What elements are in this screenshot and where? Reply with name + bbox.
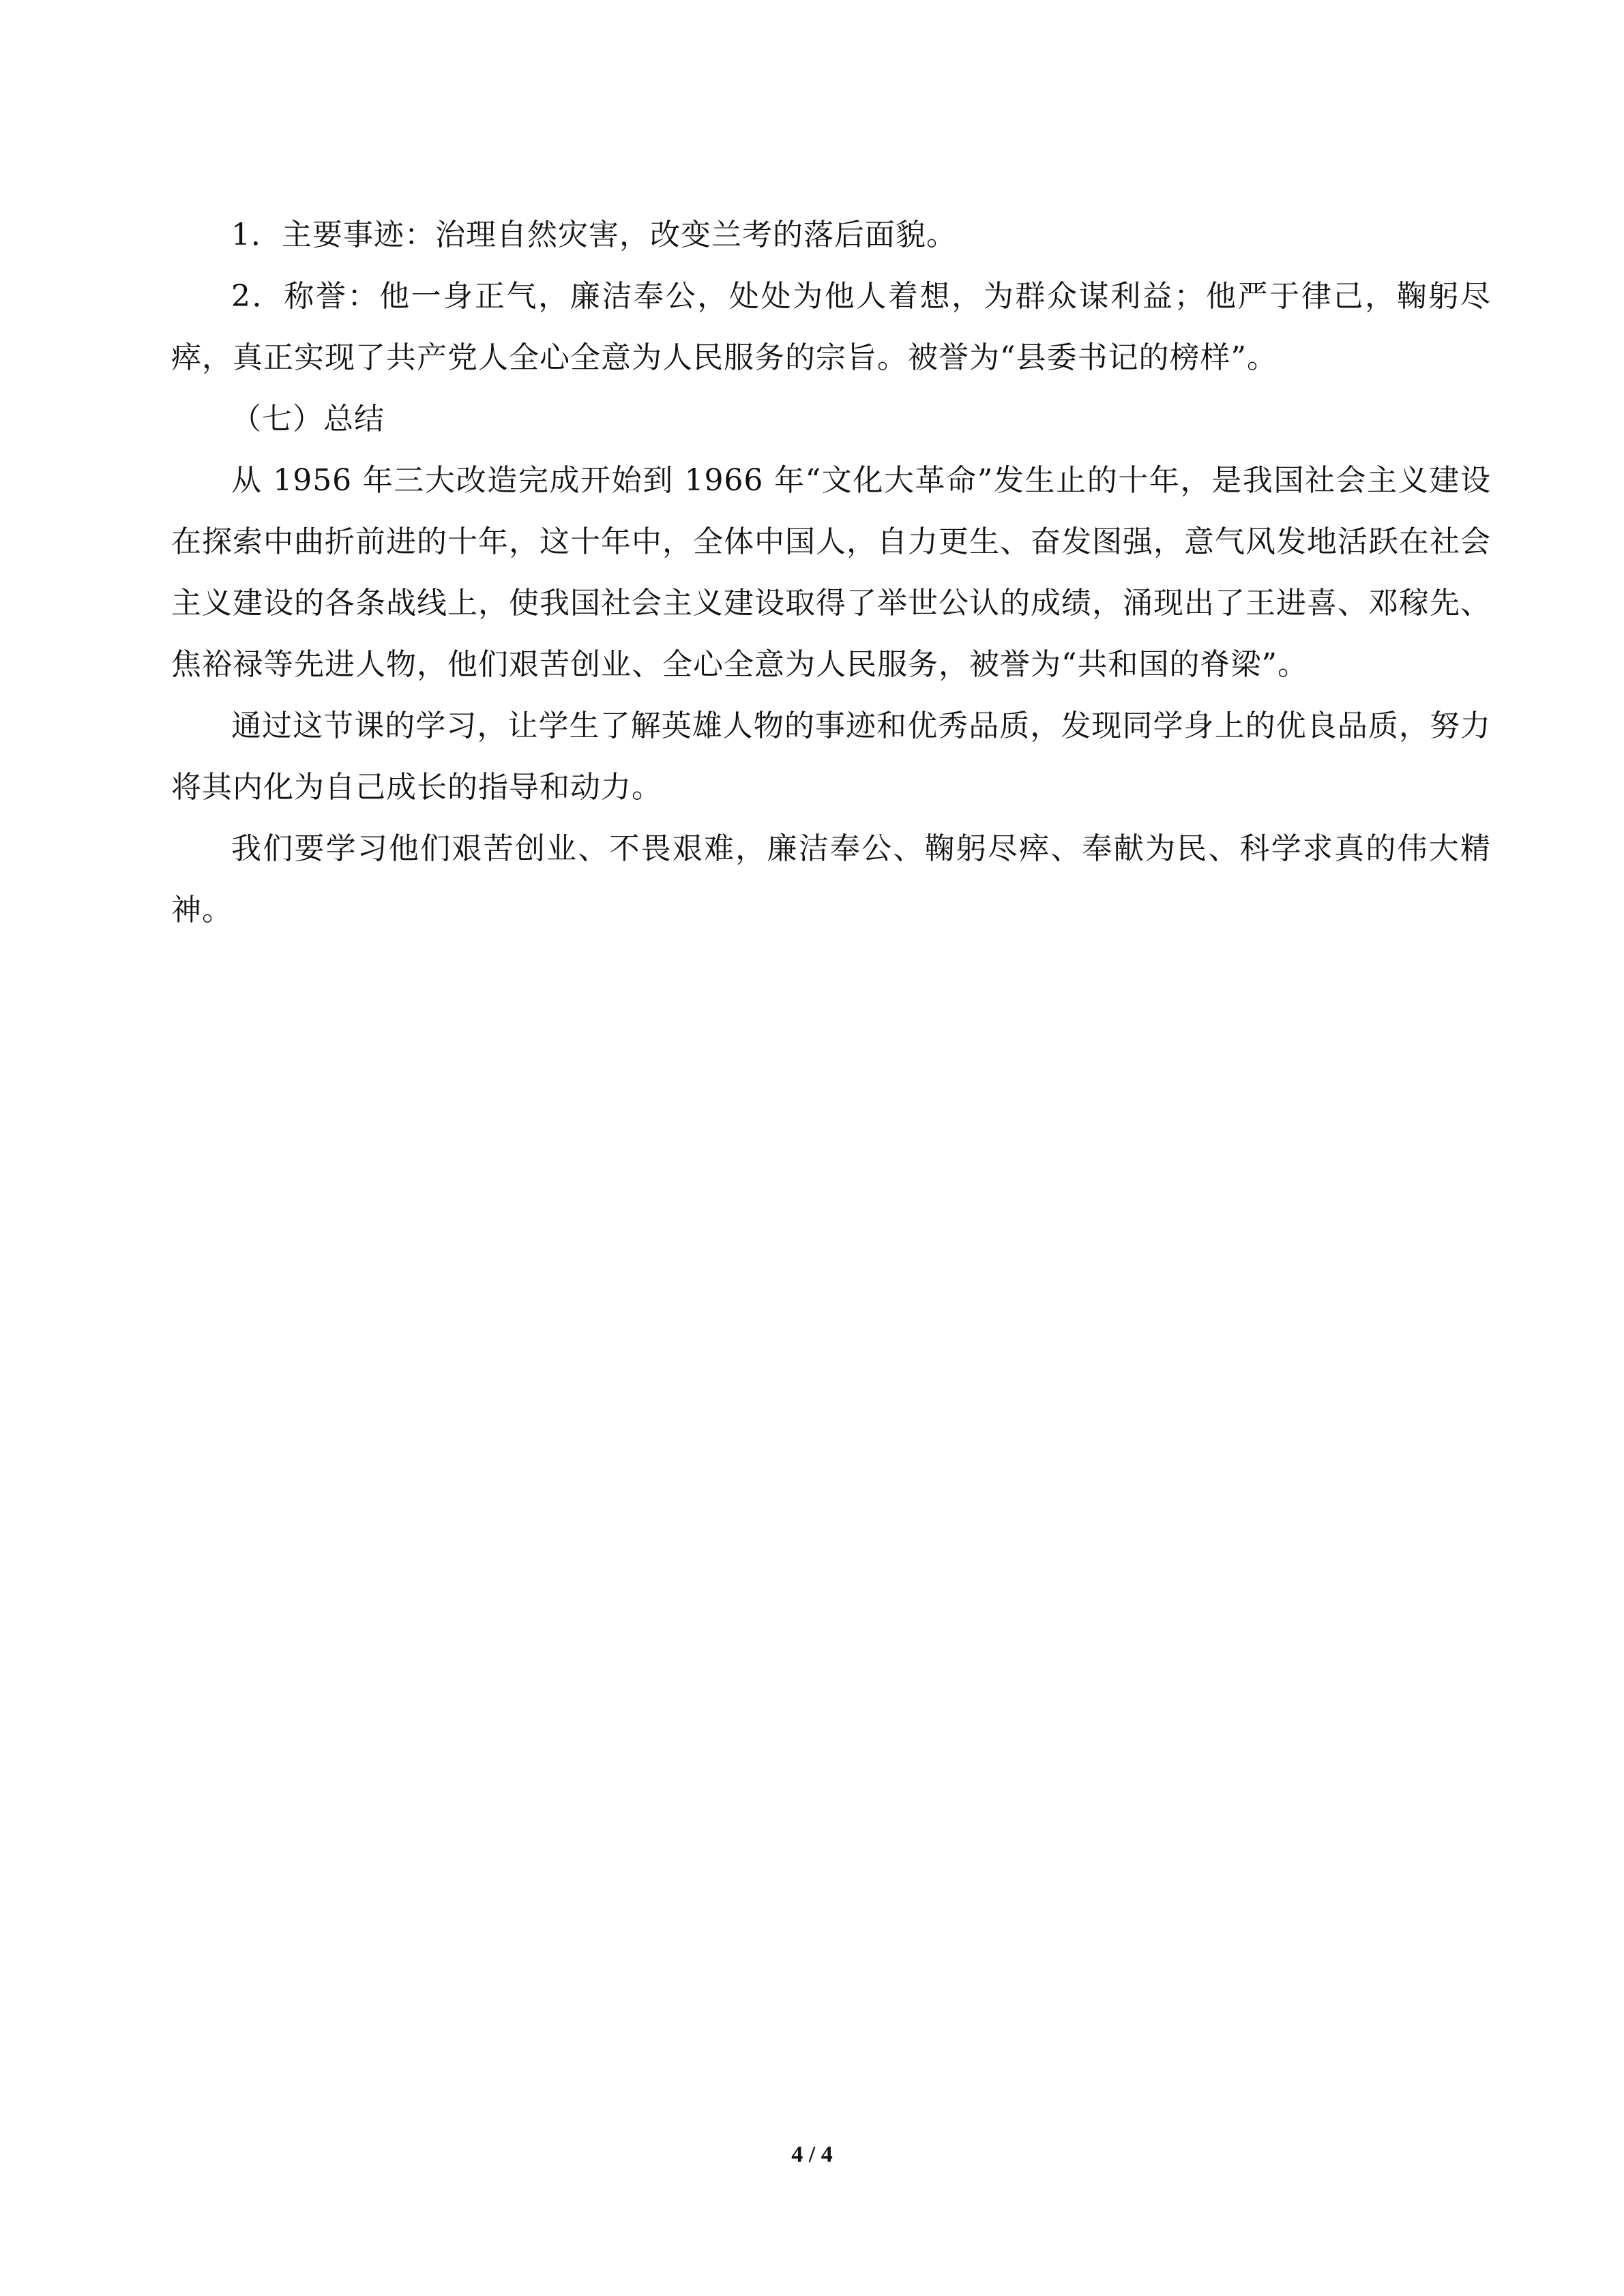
section-heading-summary: （七）总结 xyxy=(231,402,385,436)
document-body xyxy=(171,205,1491,941)
paragraph-spirit: 我们要学习他们艰苦创业、不畏艰难，廉洁奉公、鞠躬尽瘁、奉献为民、科学求真的伟大精神。 xyxy=(171,831,1491,927)
paragraph-main-deeds: 1．主要事迹：治理自然灾害，改变兰考的落后面貌。 xyxy=(231,218,957,252)
paragraph-summary-decade: 从 1956 年三大改造完成开始到 1966 年“文化大革命”发生止的十年，是我国社会主义建设在探索中曲折前进的十年，这十年中，全体中国人，自力更生、奋发图强，意气风发地活跃在社会主义建设的各条战线上，使我国社会主义建设取得了举世公认的成绩，涌现出了王进喜、邓稼先、焦裕禄等先进人物，他们艰苦创业、全心全意为人民服务，被誉为“共和国的脊梁”。 xyxy=(171,463,1491,682)
page-number: 4 / 4 xyxy=(791,2142,833,2167)
paragraph-honor: 2．称誉：他一身正气，廉洁奉公，处处为他人着想，为群众谋利益；他严于律己，鞠躬尽瘁，真正实现了共产党人全心全意为人民服务的宗旨。被誉为“县委书记的榜样”。 xyxy=(171,279,1491,375)
paragraph-lesson-goal: 通过这节课的学习，让学生了解英雄人物的事迹和优秀品质，发现同学身上的优良品质，努力将其内化为自己成长的指导和动力。 xyxy=(171,709,1491,805)
